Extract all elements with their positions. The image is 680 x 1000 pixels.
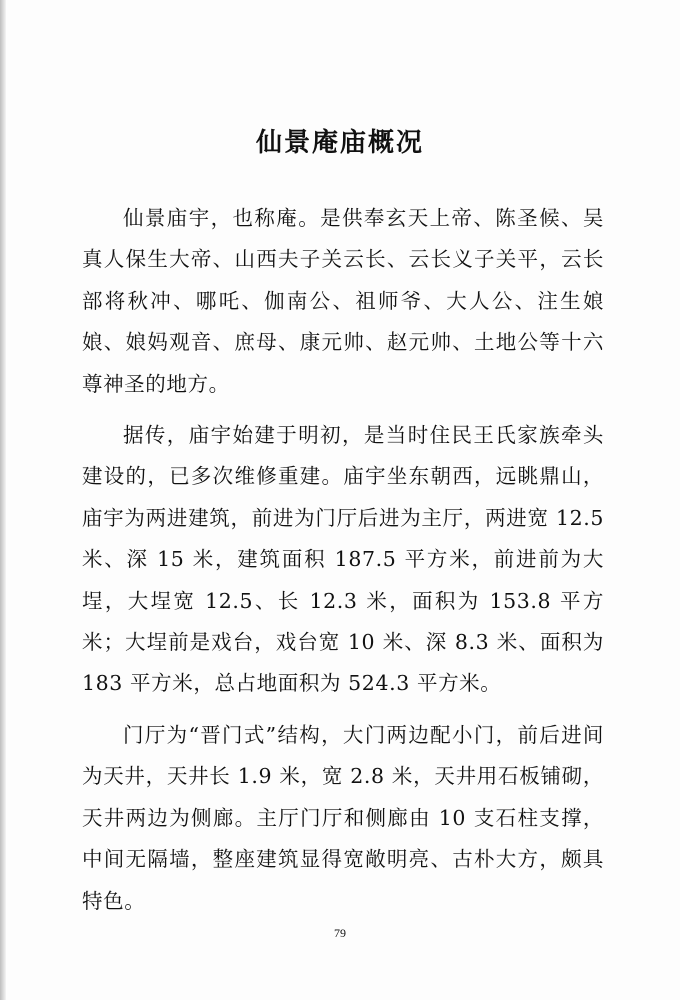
paragraph-structure: 门厅为“晋门式”结构，大门两边配小门，前后进间为天井，天井长 1.9 米，宽 2.8 米，天井用石板铺砌，天井两边为侧廊。主厅门厅和侧廊由 10 支石柱支撑，中间无隔墙，整座建筑显得宽敞明亮、古朴大方，颇具特色。 (82, 722, 604, 913)
paragraph-history: 据传，庙宇始建于明初，是当时住民王氏家族牵头建设的，已多次维修重建。庙宇坐东朝西，远眺鼎山，庙宇为两进建筑，前进为门厅后进为主厅，两进宽 12.5 米、深 15 米，建筑面积 187.5 平方米，前进前为大埕，大埕宽 12.5、长 12.3 米，面积为 153.8 平方米；大埕前是戏台，戏台宽 10 米、深 8.3 米、面积为 183 平方米，总占地面积为 524.3 平方米。 (82, 423, 604, 696)
page-title: 仙景庵庙概况 (255, 128, 424, 158)
page-number: 79 (334, 926, 346, 940)
paragraph-intro: 仙景庙宇，也称庵。是供奉玄天上帝、陈圣候、吴真人保生大帝、山西夫子关云长、云长义子关平，云长部将秋冲、哪吒、伽南公、祖师爷、大人公、注生娘娘、娘妈观音、庶母、康元帅、赵元帅、土地公等十六尊神圣的地方。 (82, 206, 604, 396)
body-text (82, 198, 604, 932)
